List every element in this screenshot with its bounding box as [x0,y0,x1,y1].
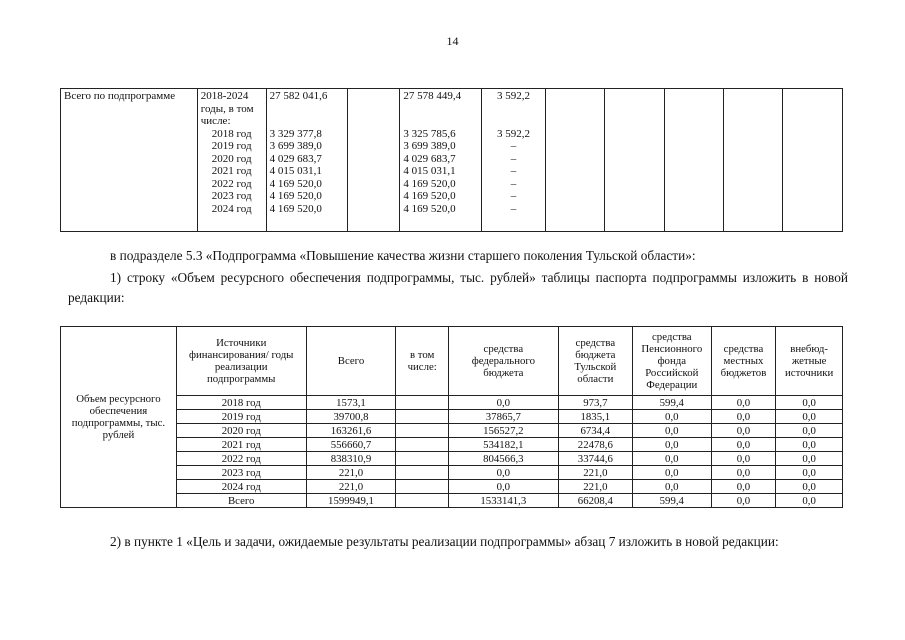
cell-total: 556660,7 [306,438,396,452]
table1-total: 4 029 683,7 [269,152,322,165]
cell-local: 0,0 [711,438,776,452]
header-resource-volume: Объем ресурсного обеспечения подпрограммы, тыс. рублей [61,327,177,508]
cell-extra: 0,0 [776,410,843,424]
header-sources: Источники финансирования/ годы реализации подпрограммы [176,327,306,396]
cell-regional: 33744,6 [558,452,632,466]
paragraph-item-2: 2) в пункте 1 «Цель и задачи, ожидаемые результаты реализации подпрограммы» абзац 7 изложить в новой редакции: [110,534,779,549]
cell-regional: 22478,6 [558,438,632,452]
cell-pension: 0,0 [632,466,711,480]
cell-pension: 599,4 [632,494,711,508]
cell-total: 39700,8 [306,410,396,424]
cell-regional: 973,7 [558,396,632,410]
cell-year: 2021 год [176,438,306,452]
cell-federal: 156527,2 [448,424,558,438]
table-row [61,410,843,424]
cell-extra: 0,0 [776,494,843,508]
cell-empty [396,452,449,466]
cell-regional: 1835,1 [558,410,632,424]
cell-local: 0,0 [711,410,776,424]
table-row [61,480,843,494]
table1-empty-cell [664,89,723,232]
cell-local: 0,0 [711,424,776,438]
cell-federal: 0,0 [448,480,558,494]
table1-regional-col [482,89,545,232]
cell-empty [396,410,449,424]
table1-federal: 27 578 449,4 [403,90,462,102]
table1-regional: – [510,165,517,177]
table1-regional: 3 592,2 [496,90,530,102]
cell-pension: 0,0 [632,410,711,424]
subprogram-total-table [60,88,843,232]
table1-year: 2018 год [211,127,252,140]
cell-federal: 0,0 [448,466,558,480]
table1-total: 3 699 389,0 [269,140,322,152]
paragraph-subsection: в подразделе 5.3 «Подпрограмма «Повышение качества жизни старшего поколения Тульской области»: [110,248,696,263]
cell-extra: 0,0 [776,438,843,452]
cell-local: 0,0 [711,480,776,494]
table1-regional: – [510,140,517,152]
table1-federal: 4 015 031,1 [403,165,456,177]
table1-federal: 4 169 520,0 [403,190,456,202]
table1-total-col [266,89,348,232]
table1-year: 2020 год [211,152,252,165]
cell-total: 1599949,1 [306,494,396,508]
cell-year: Всего [176,494,306,508]
header-extrabudget: внебюд-жетные источники [776,327,843,396]
cell-extra: 0,0 [776,396,843,410]
table-row [61,438,843,452]
header-regional: средства бюджета Тульской области [558,327,632,396]
cell-extra: 0,0 [776,424,843,438]
cell-regional: 221,0 [558,466,632,480]
cell-federal: 1533141,3 [448,494,558,508]
table1-total: 4 169 520,0 [269,202,322,215]
header-local: средства местных бюджетов [711,327,776,396]
cell-year: 2018 год [176,396,306,410]
table1-period-col [197,89,266,232]
cell-pension: 599,4 [632,396,711,410]
cell-local: 0,0 [711,396,776,410]
cell-local: 0,0 [711,466,776,480]
cell-local: 0,0 [711,494,776,508]
table1-year: 2022 год [211,177,252,190]
cell-total: 838310,9 [306,452,396,466]
table-row [61,452,843,466]
cell-empty [396,480,449,494]
table1-label: Всего по подпрограмме [61,89,198,232]
cell-pension: 0,0 [632,452,711,466]
table1-federal: 4 169 520,0 [403,177,456,190]
cell-regional: 221,0 [558,480,632,494]
cell-empty [396,424,449,438]
table1-year: 2019 год [211,140,252,152]
cell-regional: 66208,4 [558,494,632,508]
table1-federal: 4 029 683,7 [403,152,456,165]
cell-federal: 534182,1 [448,438,558,452]
cell-extra: 0,0 [776,466,843,480]
cell-total: 1573,1 [306,396,396,410]
table1-federal: 3 699 389,0 [403,140,456,152]
header-federal: средства федерального бюджета [448,327,558,396]
cell-year: 2024 год [176,480,306,494]
cell-total: 221,0 [306,480,396,494]
cell-regional: 6734,4 [558,424,632,438]
cell-pension: 0,0 [632,480,711,494]
table-row [61,466,843,480]
table-row [61,396,843,410]
cell-pension: 0,0 [632,438,711,452]
table1-federal: 3 325 785,6 [403,127,456,140]
table1-empty-cell [783,89,843,232]
table1-federal-col [400,89,482,232]
resource-table [60,326,843,508]
table1-federal: 4 169 520,0 [403,202,456,215]
cell-year: 2022 год [176,452,306,466]
table1-total: 4 169 520,0 [269,190,322,202]
cell-empty [396,494,449,508]
table1-regional: – [510,177,517,190]
header-pension-fund: средства Пенсионного фонда Российской Федерации [632,327,711,396]
cell-extra: 0,0 [776,452,843,466]
cell-local: 0,0 [711,452,776,466]
table1-period: 2018-2024 годы, в том числе: [200,90,254,127]
header-including: в том числе: [396,327,449,396]
table1-total: 4 015 031,1 [269,165,322,177]
cell-empty [396,466,449,480]
table1-empty-cell [724,89,783,232]
cell-federal: 37865,7 [448,410,558,424]
cell-year: 2020 год [176,424,306,438]
table1-regional: – [510,202,517,215]
cell-extra: 0,0 [776,480,843,494]
table1-year: 2021 год [211,165,252,177]
cell-year: 2019 год [176,410,306,424]
table-row-total [61,494,843,508]
cell-federal: 804566,3 [448,452,558,466]
table1-empty-cell [545,89,604,232]
table1-total: 4 169 520,0 [269,177,322,190]
paragraph-item-1: 1) строку «Объем ресурсного обеспечения подпрограммы, тыс. рублей» таблицы паспорта подпрограммы изложить в новой редакции: [68,270,848,305]
table1-total: 27 582 041,6 [269,90,328,102]
table1-regional: – [510,190,517,202]
table1-year: 2023 год [211,190,252,202]
table1-empty-cell [348,89,400,232]
cell-total: 221,0 [306,466,396,480]
table1-empty-cell [605,89,664,232]
table1-regional: – [510,152,517,165]
cell-pension: 0,0 [632,424,711,438]
page-number: 14 [446,34,459,48]
table1-total: 3 329 377,8 [269,127,322,140]
cell-total: 163261,6 [306,424,396,438]
cell-empty [396,438,449,452]
table1-regional: 3 592,2 [496,127,530,140]
cell-empty [396,396,449,410]
header-total: Всего [306,327,396,396]
table-row [61,424,843,438]
cell-federal: 0,0 [448,396,558,410]
table1-year: 2024 год [211,202,252,215]
cell-year: 2023 год [176,466,306,480]
